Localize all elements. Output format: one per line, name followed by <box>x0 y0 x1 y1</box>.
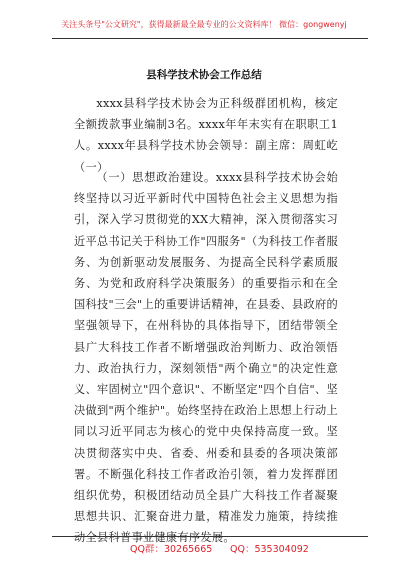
paragraph-intro: xxxx县科学技术协会为正科级群团机构，核定全额拨款事业编制3名。xxxx年年末实有在职职工1人。xxxx年县科学技术协会领导：副主席：周虹屹（一） <box>74 97 338 174</box>
footer-divider <box>52 536 368 537</box>
header-notice: 关注头条号"公文研究"，获得最新最全最专业的公文资料库！ 微信：gongwenyj <box>61 20 347 29</box>
footer-qq-contact: QQ：535304092 <box>230 544 309 555</box>
header-divider <box>52 38 368 39</box>
document-body-intro <box>74 93 338 178</box>
paragraph-political-construction: （一）思想政治建设。xxxx县科学技术协会始终坚持以习近平新时代中国特色社会主义思想为指引，深入学习贯彻党的XX大精神，深入贯彻落实习近平总书记关于科协工作"四服务"（为科技工作者服务、为创新驱动发展服务、为提高全民科学素质服务、为党和政府科学决策服务）的重要指示和在全国科技"三会"上的重要讲话精神，在县委、县政府的坚强领导下，在州科协的具体指导下，团结带领全县广大科技工作者不断增强政治判断力、政治领悟力、政治执行力，深刻领悟"两个确立"的决定性意义、牢固树立"四个意识"、不断坚定"四个自信"、坚决做到"两个维护"。始终坚持在政治上思想上行动上同以习近平同志为核心的党中央保持高度一致。坚决贯彻落实中央、省委、州委和县委的各项决策部署。不断强化科技工作者政治引领，着力发挥群团组织优势，积极团结动员全县广大科技工作者凝聚思想共识、汇聚奋进力量，精准发力施策，持续推动全县科普事业健康有序发展。 <box>74 171 338 545</box>
document-body-section <box>74 167 338 549</box>
document-title: 县科学技术协会工作总结 <box>146 69 262 81</box>
footer-qq-group: QQ群：30265665 <box>130 544 213 555</box>
